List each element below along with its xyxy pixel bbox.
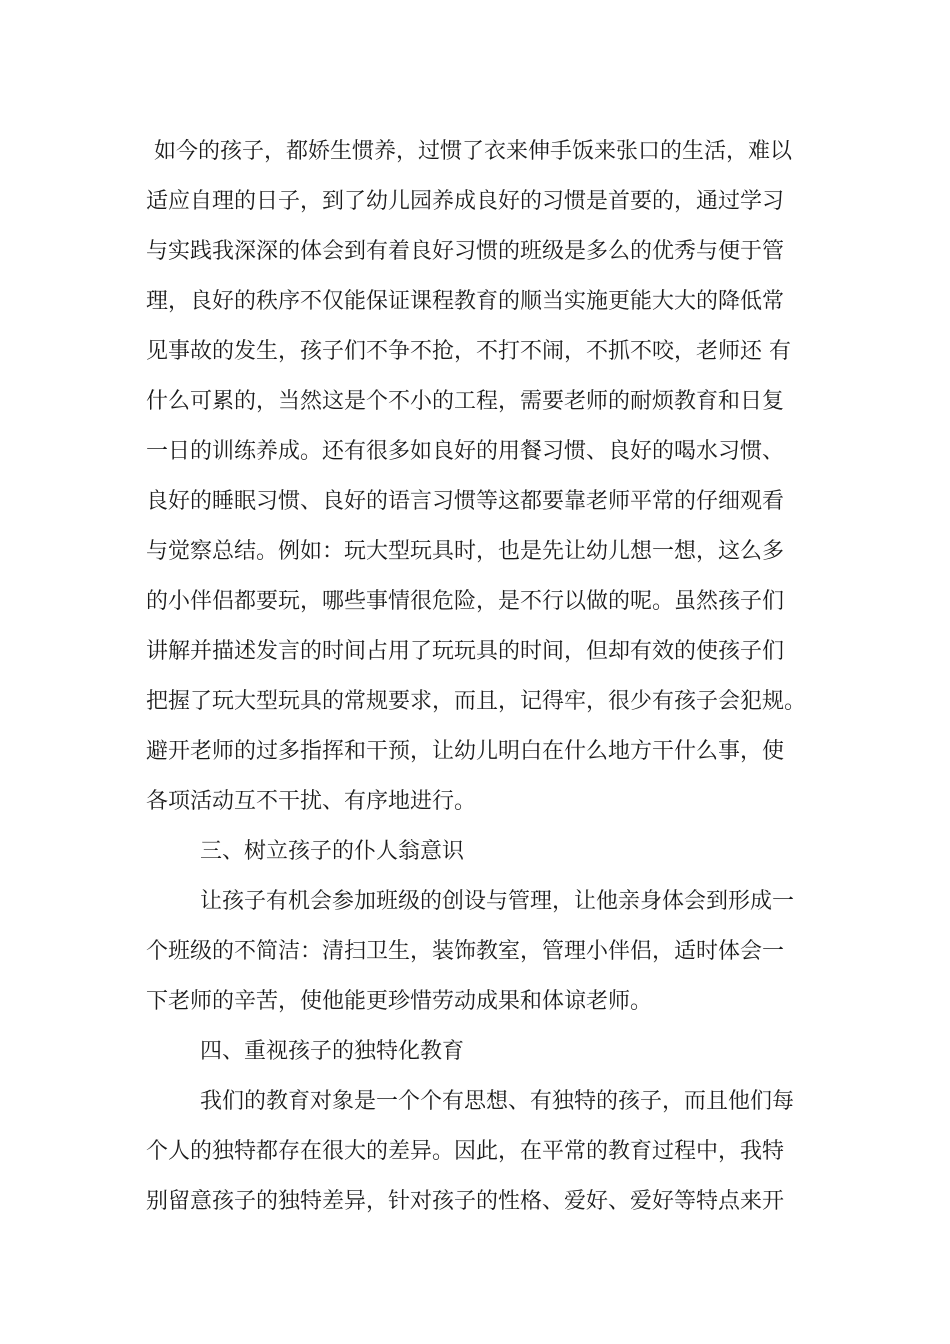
paragraph-line: 把握了玩大型玩具的常规要求，而且，记得牢，很少有孩子会犯规。: [146, 689, 807, 714]
section-heading: 四、重视孩子的独特化教育: [200, 1039, 465, 1064]
paragraph-line: 什么可累的，当然这是个不小的工程，需要老师的耐烦教育和日复: [146, 389, 785, 414]
paragraph-line: 与觉察总结。例如：玩大型玩具时，也是先让幼儿想一想，这么多: [146, 539, 785, 564]
paragraph-line: 下老师的辛苦，使他能更珍惜劳动成果和体谅老师。: [146, 989, 653, 1014]
paragraph-line: 各项活动互不干扰、有序地进行。: [146, 789, 477, 814]
paragraph-line: 一日的训练养成。还有很多如良好的用餐习惯、良好的喝水习惯、: [146, 439, 785, 464]
paragraph-line: 如今的孩子，都娇生惯养，过惯了衣来伸手饭来张口的生活，难以: [154, 139, 793, 164]
paragraph-line: 讲解并描述发言的时间占用了玩玩具的时间，但却有效的使孩子们: [146, 639, 785, 664]
paragraph-line: 的小伴侣都要玩，哪些事情很危险，是不行以做的呢。虽然孩子们: [146, 589, 785, 614]
paragraph-line: 理，良好的秩序不仅能保证课程教育的顺当实施更能大大的降低常: [146, 289, 785, 314]
paragraph-line: 避开老师的过多指挥和干预，让幼儿明白在什么地方干什么事，使: [146, 739, 785, 764]
paragraph-line: 我们的教育对象是一个个有思想、有独特的孩子，而且他们每: [200, 1089, 795, 1114]
paragraph-line: 让孩子有机会参加班级的创设与管理，让他亲身体会到形成一: [200, 889, 795, 914]
paragraph-line: 个人的独特都存在很大的差异。因此，在平常的教育过程中，我特: [146, 1139, 785, 1164]
paragraph-line: 适应自理的日子，到了幼儿园养成良好的习惯是首要的，通过学习: [146, 189, 785, 214]
paragraph-line: 别留意孩子的独特差异，针对孩子的性格、爱好、爱好等特点来开: [146, 1189, 785, 1214]
paragraph-line: 良好的睡眠习惯、良好的语言习惯等这都要靠老师平常的仔细观看: [146, 489, 785, 514]
paragraph-line: 见事故的发生，孩子们不争不抢，不打不闹，不抓不咬，老师还 有: [146, 339, 791, 364]
paragraph-line: 与实践我深深的体会到有着良好习惯的班级是多么的优秀与便于管: [146, 239, 785, 264]
section-heading: 三、树立孩子的仆人翁意识: [200, 839, 465, 864]
paragraph-line: 个班级的不简洁：清扫卫生，装饰教室，管理小伴侣，适时体会一: [146, 939, 785, 964]
